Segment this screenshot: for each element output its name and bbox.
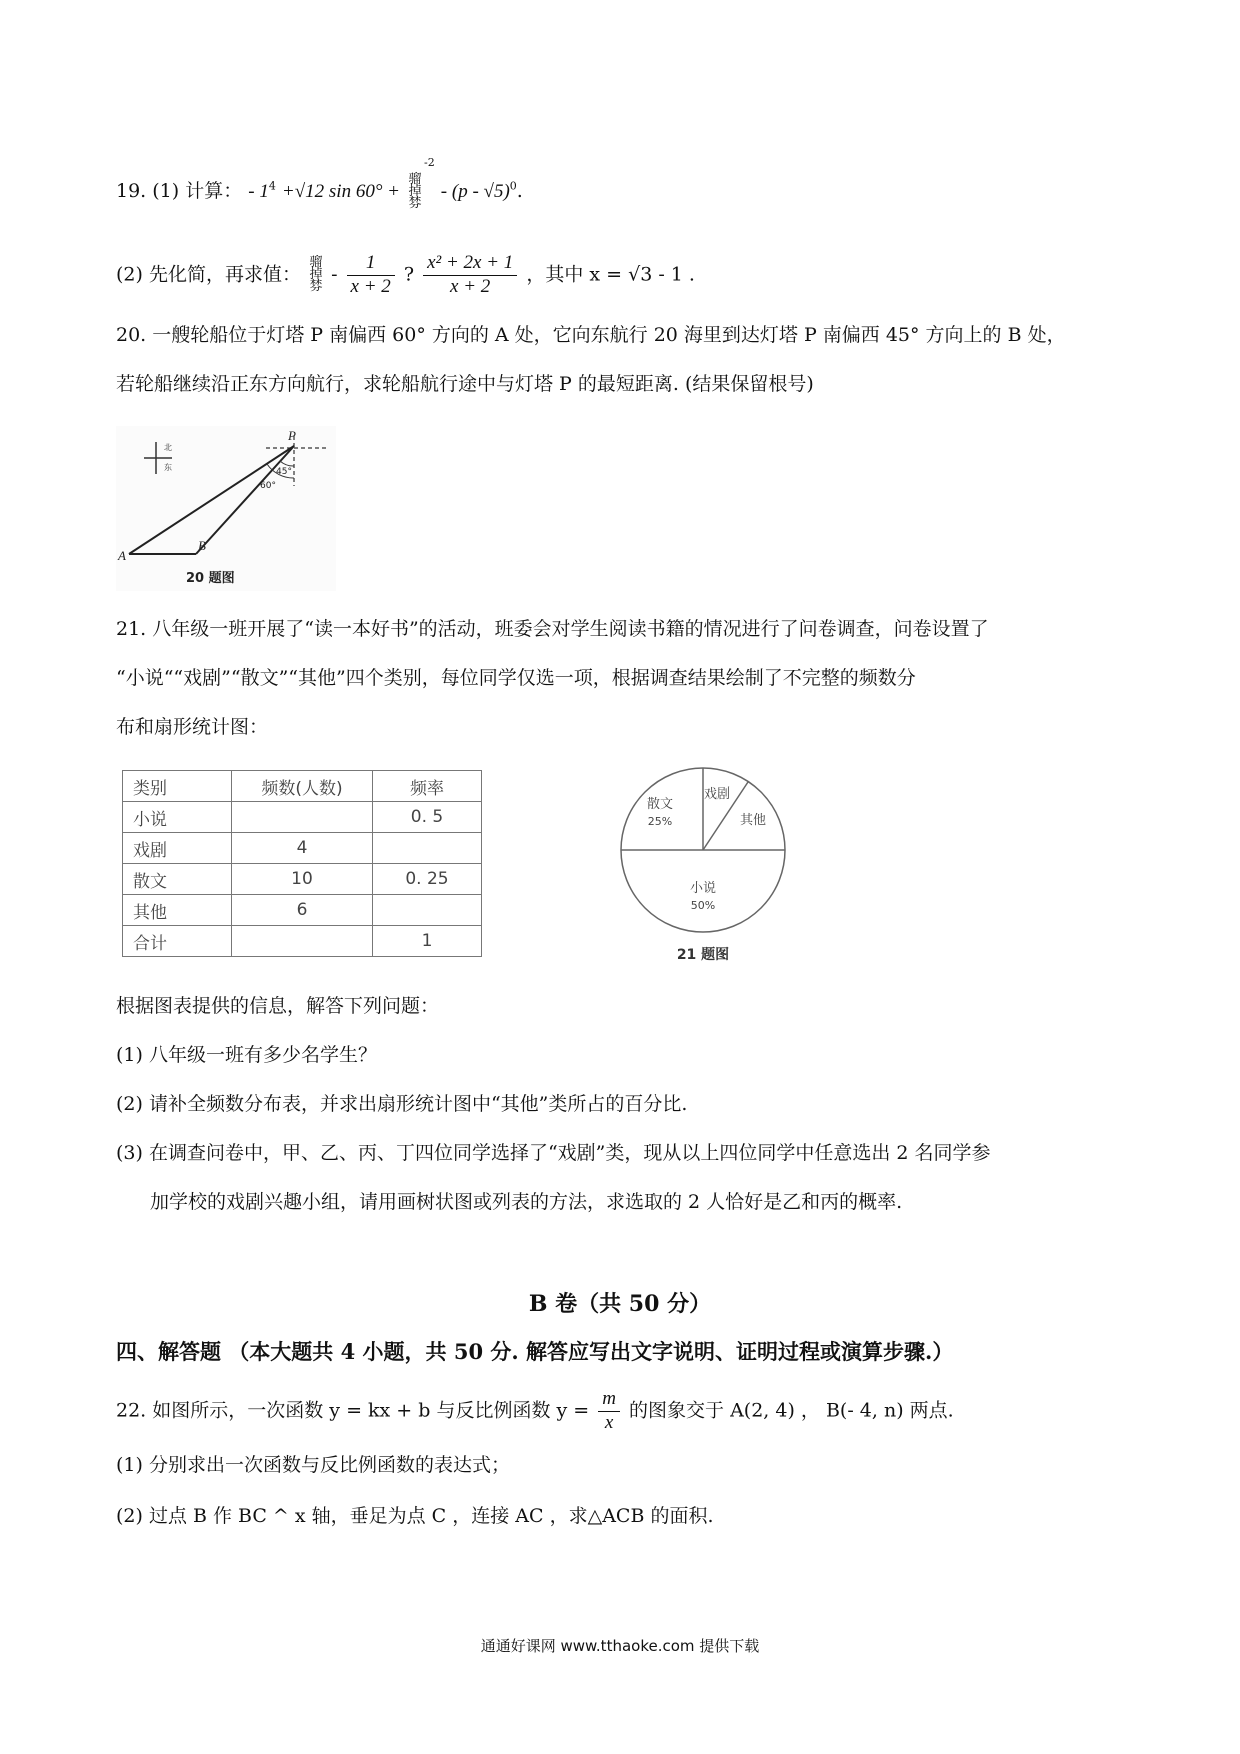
label-b: B [198, 538, 206, 553]
q19-2-garbled-glyph: 骝 掉 棼 [309, 255, 323, 295]
q22-pre: 22. 如图所示，一次函数 y = kx + b 与反比例函数 y = [116, 1399, 590, 1422]
q21-line1: 21. 八年级一班开展了“读一本好书”的活动，班委会对学生阅读书籍的情况进行了问卷调查，问卷设置了 [116, 618, 989, 640]
table-row [123, 864, 482, 895]
q19-2-q: ? [403, 263, 415, 286]
q19-2-frac2-num: x² + 2x + 1 [423, 252, 517, 276]
q19-expr-b: +√12 sin 60° + [281, 181, 400, 202]
q20-line2: 若轮船继续沿正东方向航行，求轮船航行途中与灯塔 P 的最短距离. (结果保留根号) [116, 373, 814, 395]
pie-label-qita: 其他 [739, 813, 767, 828]
table-header-cell: 频数(人数) [232, 771, 373, 802]
q19-2-cond: ，其中 x = √3 - 1 . [526, 263, 695, 286]
q20-figure [116, 426, 336, 591]
q22-sub1: (1) 分别求出一次函数与反比例函数的表达式； [116, 1454, 510, 1476]
q19-2-frac1-num: 1 [347, 252, 395, 276]
pie-label-xiaoshuo-pct: 50% [690, 899, 716, 912]
q21-sub2: (2) 请补全频数分布表，并求出扇形统计图中“其他”类所占的百分比. [116, 1093, 688, 1115]
compass-east-label: 东 [164, 463, 172, 472]
q21-prompt: 根据图表提供的信息，解答下列问题： [116, 995, 440, 1017]
q22-post: 的图象交于 A(2, 4) ， B(- 4, n) 两点. [629, 1399, 954, 1422]
table-cell: 戏剧 [123, 833, 232, 864]
q21-sub3-line2: 加学校的戏剧兴趣小组，请用画树状图或列表的方法，求选取的 2 人恰好是乙和丙的概率. [150, 1191, 903, 1213]
table-header-cell: 类别 [123, 771, 232, 802]
pie-label-sanwen-pct: 25% [647, 815, 673, 828]
table-row [123, 802, 482, 833]
q19-expr-a: - 1 [248, 181, 269, 202]
pie-label-xiaoshuo: 小说 [689, 881, 717, 896]
table-cell: 4 [232, 833, 373, 864]
table-header-cell: 频率 [373, 771, 482, 802]
label-a: A [118, 548, 126, 563]
q19-2-label: (2) 先化简，再求值： [116, 263, 301, 286]
table-cell [373, 895, 482, 926]
table-cell: 散文 [123, 864, 232, 895]
label-angle45: 45° [276, 467, 292, 477]
q19-exp4: 4 [268, 179, 276, 193]
table-cell: 10 [232, 864, 373, 895]
table-row [123, 926, 482, 957]
section-b-heading: 四、解答题 （本大题共 4 小题，共 50 分. 解答应写出文字说明、证明过程或演算步骤.） [116, 1339, 954, 1364]
q19-exp-neg2: -2 [424, 155, 435, 169]
q21-sub1: (1) 八年级一班有多少名学生？ [116, 1044, 377, 1066]
q22-sub2: (2) 过点 B 作 BC ^ x 轴，垂足为点 C ，连接 AC ，求△ACB 的面积. [116, 1505, 714, 1527]
q22-line1 [116, 1388, 954, 1435]
table-cell: 0. 5 [373, 802, 482, 833]
table-cell: 1 [373, 926, 482, 957]
q19-label: 19. (1) 计算： [116, 180, 243, 202]
q19-2-frac2 [423, 252, 517, 299]
table-cell: 0. 25 [373, 864, 482, 895]
table-cell [373, 833, 482, 864]
q22-frac-num: m [598, 1388, 620, 1412]
q19-end: . [516, 180, 523, 202]
q19-garbled-glyph: 骝 掉 棼 [408, 172, 422, 211]
q19-part2 [116, 252, 695, 299]
q19-2-minus: - [331, 263, 338, 286]
q20-figure-bg [116, 426, 336, 591]
footer-credit: 通通好课网 www.tthaoke.com 提供下载 [480, 1637, 760, 1655]
label-p: P [288, 428, 296, 443]
pie-label-sanwen: 散文 [646, 797, 674, 812]
q21-caption: 21 题图 [676, 947, 730, 963]
q19-2-frac2-den: x + 2 [450, 275, 491, 297]
table-cell: 小说 [123, 802, 232, 833]
table-cell [232, 802, 373, 833]
q21-frequency-table [122, 770, 482, 957]
table-row [123, 895, 482, 926]
q19-2-frac1 [347, 252, 395, 299]
table-cell: 6 [232, 895, 373, 926]
section-b-title: B 卷（共 50 分） [528, 1291, 712, 1317]
compass-north-label: 北 [164, 443, 172, 452]
table-cell [232, 926, 373, 957]
q19-exp0: 0 [509, 179, 517, 193]
table-cell: 合计 [123, 926, 232, 957]
q21-pie-chart [600, 762, 810, 970]
q19-part1 [116, 155, 523, 211]
q22-frac-den: x [604, 1411, 614, 1433]
q21-sub3-line1: (3) 在调查问卷中，甲、乙、丙、丁四位同学选择了“戏剧”类，现从以上四位同学中任意选出 2 名同学参 [116, 1142, 991, 1164]
q21-frequency-table-wrap [122, 770, 482, 957]
q19-expr-c: - (p - √5) [440, 181, 510, 202]
label-angle60: 60° [260, 481, 276, 491]
q21-line2: “小说““戏剧”“散文”“其他”四个类别，每位同学仅选一项，根据调查结果绘制了不完整的频数分 [116, 667, 916, 689]
q19-2-frac1-den: x + 2 [350, 275, 391, 297]
pie-label-xiju: 戏剧 [703, 787, 731, 802]
q20-caption: 20 题图 [186, 571, 235, 586]
q22-frac [598, 1388, 620, 1435]
table-header-row [123, 771, 482, 802]
q20-line1: 20. 一艘轮船位于灯塔 P 南偏西 60° 方向的 A 处，它向东航行 20 海里到达灯塔 P 南偏西 45° 方向上的 B 处， [116, 324, 1066, 346]
table-row [123, 833, 482, 864]
q21-line3: 布和扇形统计图： [116, 716, 269, 738]
table-cell: 其他 [123, 895, 232, 926]
